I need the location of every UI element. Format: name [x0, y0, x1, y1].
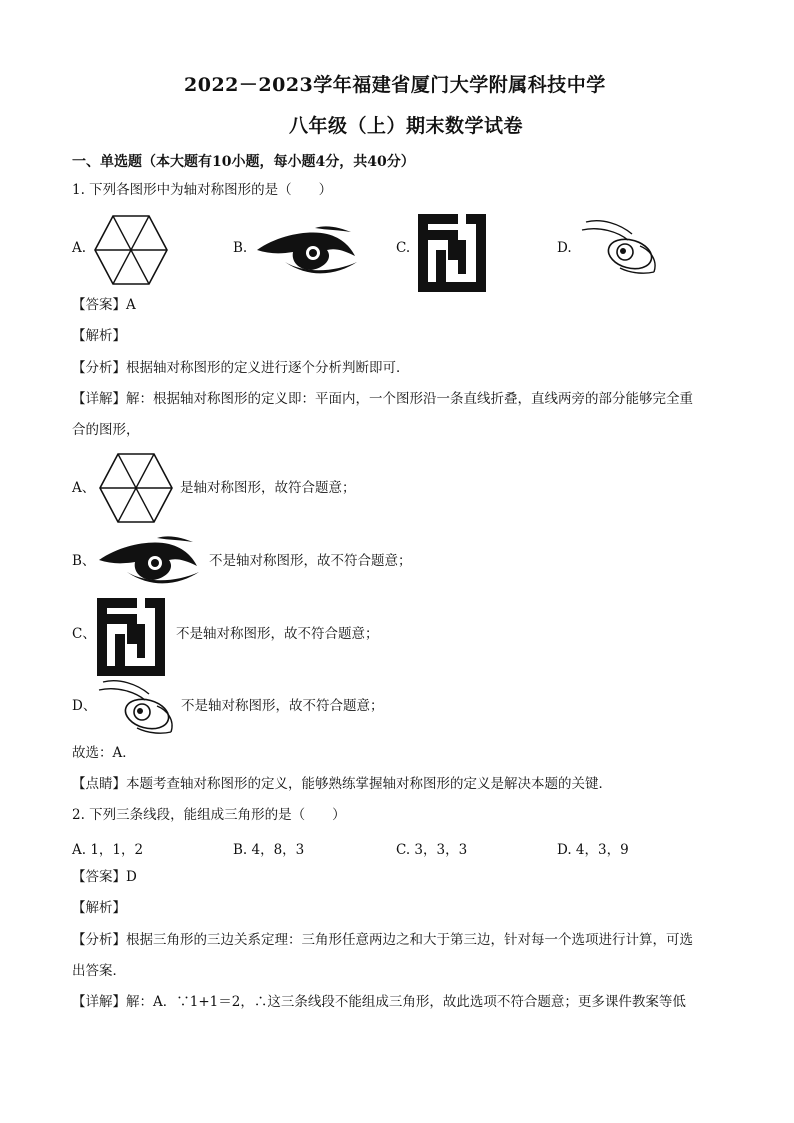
q1-analysis-heading: 【解析】 [72, 328, 126, 344]
q1-conclusion: 故选：A． [72, 745, 136, 761]
q2-stem: 2. 下列三条线段，能组成三角形的是（ ） [72, 807, 346, 823]
q1-fenxi: 【分析】根据轴对称图形的定义进行逐个分析判断即可． [72, 360, 410, 376]
maze-figure-judge-c [97, 598, 167, 678]
q2-fenxi-line-1: 【分析】根据三角形的三边关系定理：三角形任意两边之和大于第三边，针对每一个选项进行计算，可选 [72, 932, 693, 948]
judge-a-label: A、 [72, 480, 96, 496]
q1-option-a-label: A. [72, 240, 87, 256]
q2-option-b: B. 4，8，3 [233, 842, 305, 858]
q2-option-a: A. 1，1，2 [72, 842, 144, 858]
title-line-2: 八年级（上）期末数学试卷 [289, 115, 524, 137]
q1-xiangjie-line-1: 【详解】解：根据轴对称图形的定义即：平面内，一个图形沿一条直线折叠，直线两旁的部分能够完全重 [72, 391, 693, 407]
q1-dianjing: 【点睛】本题考查轴对称图形的定义，能够熟练掌握轴对称图形的定义是解决本题的关键． [72, 776, 612, 792]
judge-c-label: C、 [72, 626, 96, 642]
judge-b-label: B、 [72, 553, 96, 569]
judge-c-text: 不是轴对称图形，故不符合题意； [176, 626, 379, 642]
judge-d-label: D、 [72, 698, 97, 714]
judge-d-text: 不是轴对称图形，故不符合题意； [181, 698, 384, 714]
hexagon-figure-judge-a [98, 452, 174, 524]
title-line-1: 2022－2023学年福建省厦门大学附属科技中学 [184, 74, 606, 96]
q1-answer: 【答案】A [72, 297, 136, 313]
q2-fenxi-line-2: 出答案． [72, 963, 126, 979]
q1-option-b-label: B. [233, 240, 248, 256]
q2-option-c: C. 3，3，3 [396, 842, 468, 858]
q2-analysis-heading: 【解析】 [72, 900, 126, 916]
eye-figure-b [255, 226, 359, 276]
q2-answer: 【答案】D [72, 869, 137, 885]
eye-line-figure-d [580, 218, 660, 278]
eye-figure-judge-b [97, 536, 201, 586]
q2-option-d: D. 4，3，9 [557, 842, 629, 858]
q2-xiangjie: 【详解】解：A．∵1+1＝2，∴这三条线段不能组成三角形，故此选项不符合题意；更多课件教案等低 [72, 994, 686, 1010]
maze-figure-c [418, 214, 488, 294]
q1-stem: 1. 下列各图形中为轴对称图形的是（ ） [72, 182, 333, 198]
judge-a-text: 是轴对称图形，故符合题意； [180, 480, 356, 496]
q1-xiangjie-line-2: 合的图形， [72, 422, 140, 438]
q1-option-d-label: D. [557, 240, 572, 256]
judge-b-text: 不是轴对称图形，故不符合题意； [209, 553, 412, 569]
hexagon-figure-a [93, 214, 169, 286]
q1-option-c-label: C. [396, 240, 411, 256]
section-header: 一、单选题（本大题有10小题，每小题4分，共40分） [72, 154, 415, 170]
eye-line-figure-judge-d [97, 678, 177, 738]
